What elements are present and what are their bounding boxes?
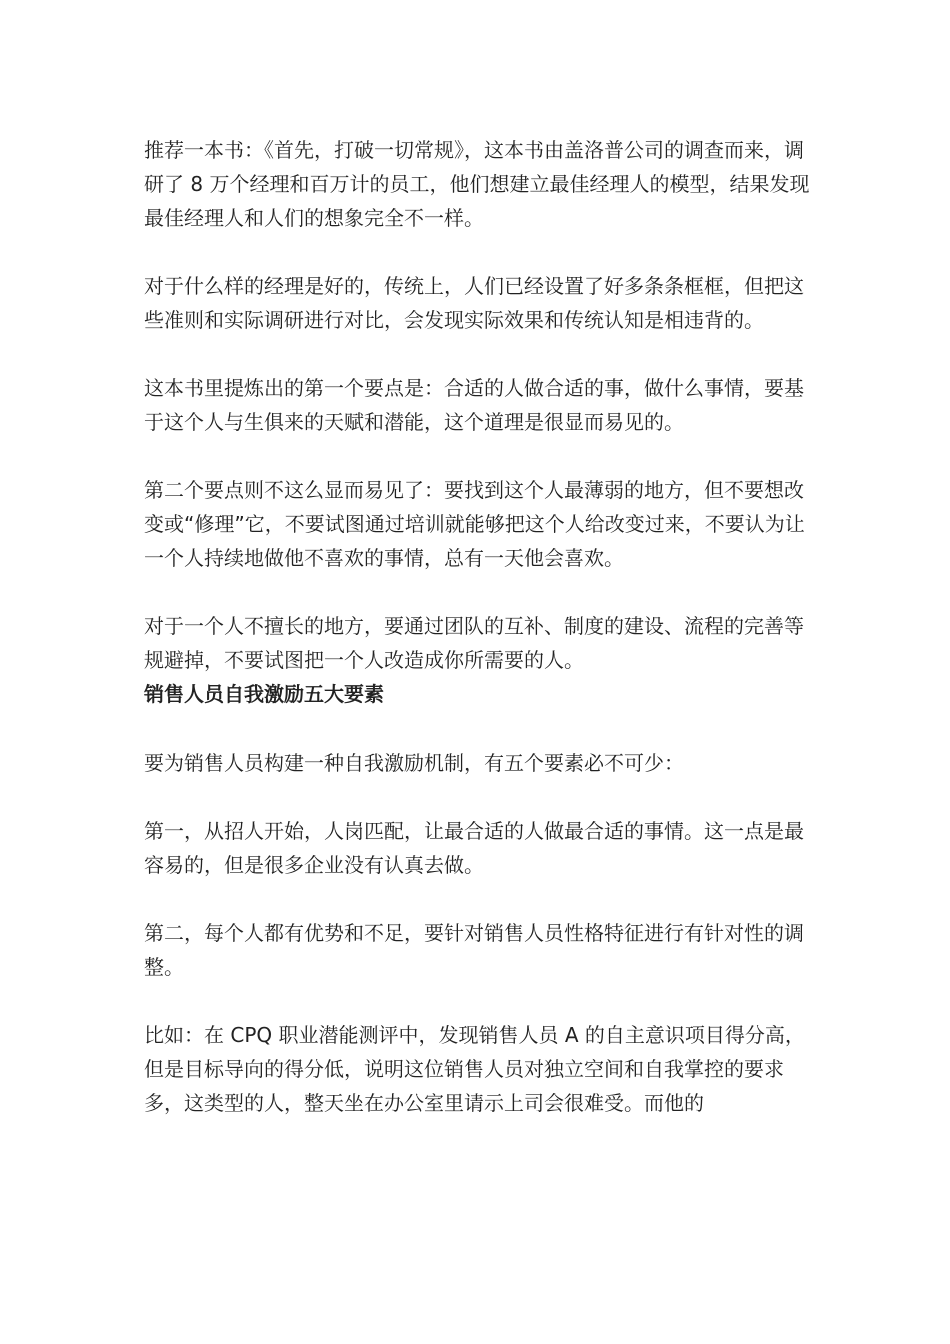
paragraph-first-point: 这本书里提炼出的第一个要点是：合适的人做合适的事，做什么事情，要基于这个人与生俱来的天赋和潜能，这个道理是很显而易见的。 xyxy=(144,376,804,434)
paragraph-cpq-example: 比如：在 CPQ 职业潜能测评中，发现销售人员 A 的自主意识项目得分高，但是目标导向的得分低，说明这位销售人员对独立空间和自我掌控的要求多，这类型的人，整天坐在办公室里请示上司会很难受。而他的 xyxy=(144,1023,805,1115)
document-body xyxy=(144,133,812,1120)
paragraph-book-recommendation: 推荐一本书：《首先，打破一切常规》，这本书由盖洛普公司的调查而来，调研了 8 万个经理和百万计的员工，他们想建立最佳经理人的模型，结果发现最佳经理人和人们的想象完全不一样。 xyxy=(144,138,810,230)
paragraph-traditional-view: 对于什么样的经理是好的，传统上，人们已经设置了好多条条框框，但把这些准则和实际调研进行对比，会发现实际效果和传统认知是相违背的。 xyxy=(144,274,804,332)
paragraph-element-one: 第一，从招人开始，人岗匹配，让最合适的人做最合适的事情。这一点是最容易的，但是很多企业没有认真去做。 xyxy=(144,819,804,877)
paragraph-five-elements-intro: 要为销售人员构建一种自我激励机制，有五个要素必不可少： xyxy=(144,751,684,775)
paragraph-element-two: 第二，每个人都有优势和不足，要针对销售人员性格特征进行有针对性的调整。 xyxy=(144,921,804,979)
section-heading: 销售人员自我激励五大要素 xyxy=(144,682,384,706)
paragraph-team-complement: 对于一个人不擅长的地方，要通过团队的互补、制度的建设、流程的完善等规避掉，不要试图把一个人改造成你所需要的人。 xyxy=(144,614,804,672)
paragraph-second-point: 第二个要点则不这么显而易见了：要找到这个人最薄弱的地方，但不要想改变或“修理”它，不要试图通过培训就能够把这个人给改变过来，不要认为让一个人持续地做他不喜欢的事情，总有一天他会喜欢。 xyxy=(144,478,805,570)
